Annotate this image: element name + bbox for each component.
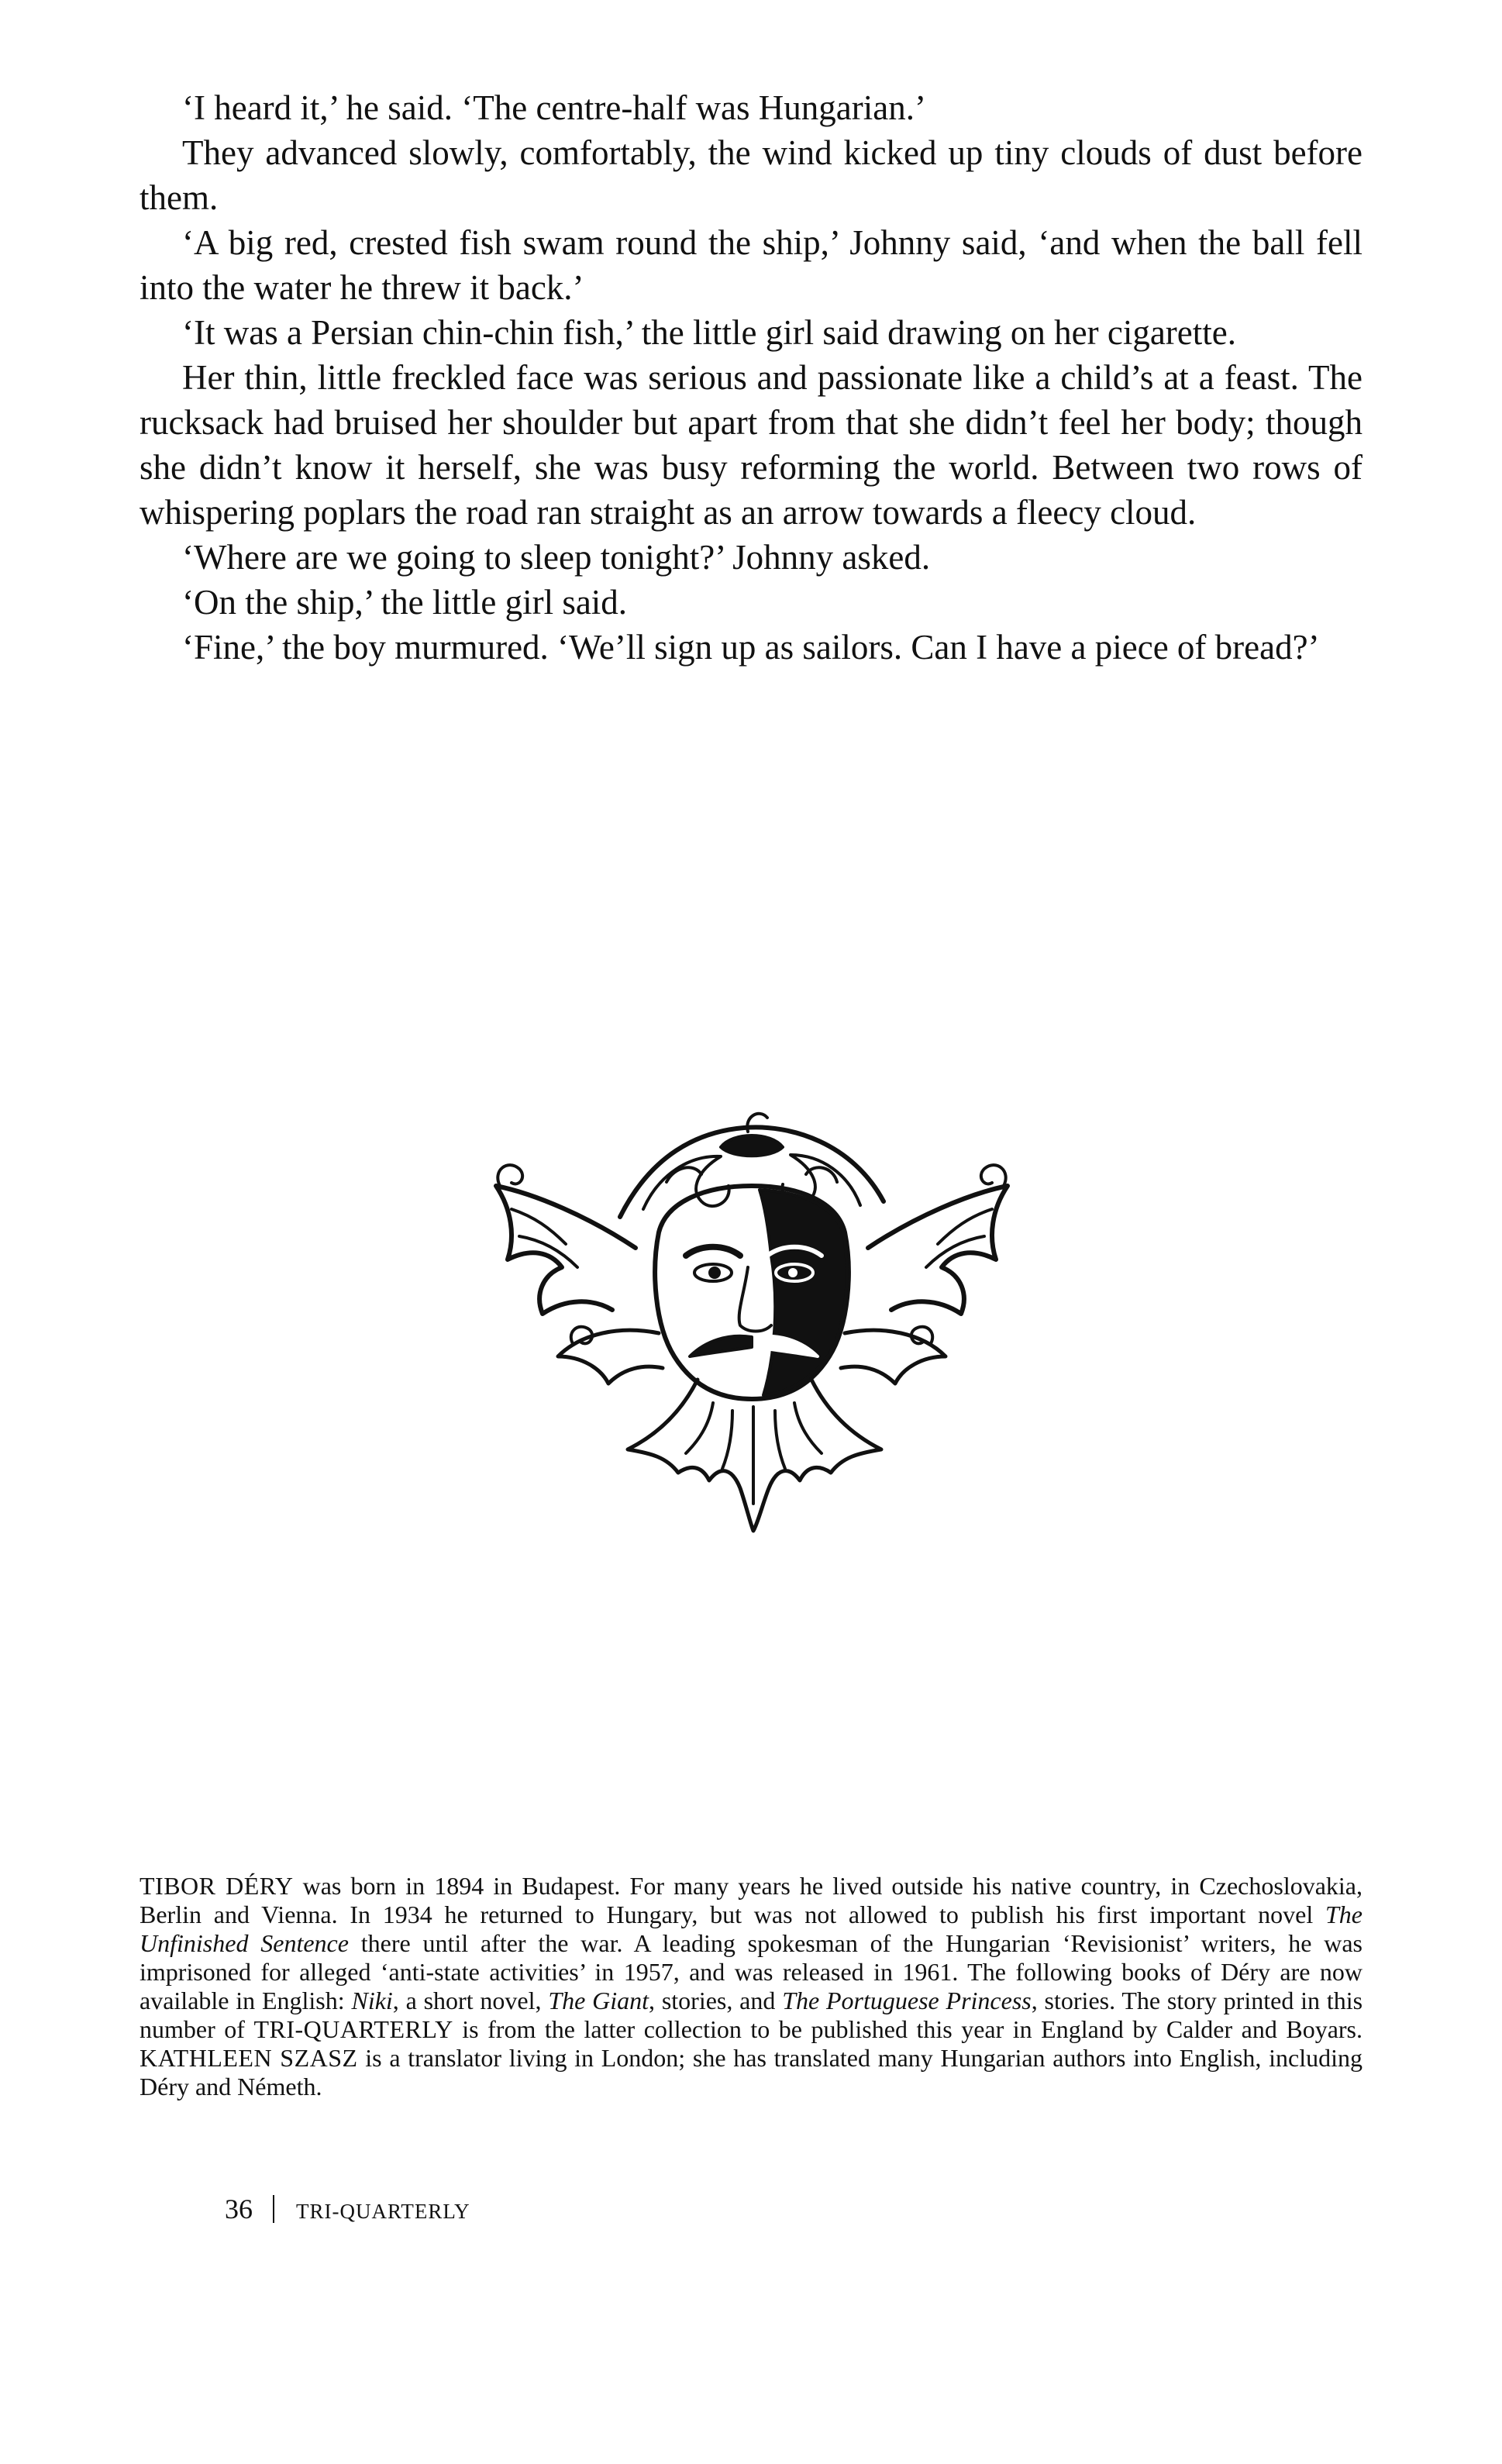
note-segment: The Portuguese Princess [782, 1987, 1032, 2014]
note-segment: TRI-QUARTERLY [253, 2015, 453, 2043]
note-segment: KATHLEEN SZASZ [140, 2044, 358, 2072]
story-paragraph: ‘Where are we going to sleep tonight?’ Johnny asked. [182, 538, 931, 577]
contributors-note-text [140, 1872, 1362, 2101]
journal-name: TRI-QUARTERLY [296, 2200, 470, 2223]
note-segment: TIBOR DÉRY [140, 1872, 294, 1900]
story-paragraph: ‘It was a Persian chin-chin fish,’ the little girl said drawing on her cigarette. [182, 313, 1236, 352]
page-footer [225, 2192, 470, 2228]
page-number: 36 [225, 2193, 253, 2224]
grotesque-mask-icon [465, 1101, 1039, 1535]
note-segment: , stories, and [649, 1987, 783, 2014]
story-paragraph: ‘A big red, crested fish swam round the ship,’ Johnny said, ‘and when the ball fell into the water he threw it back.’ [140, 223, 1362, 307]
note-segment: there until after the war. A leading spokesman of the Hungarian ‘Revisionist’ writers, he was imprisoned for alleged ‘anti-state activities’ in 1957, and was released in 1961. The following books of Déry are now available in English: [140, 1929, 1363, 2014]
footer-divider [273, 2195, 274, 2223]
story-paragraph: ‘I heard it,’ he said. ‘The centre-half was Hungarian.’ [182, 88, 926, 127]
note-segment: is from the latter collection to be published this year in England by Calder and Boyars. [453, 2015, 1363, 2043]
note-segment: was born in 1894 in Budapest. For many years he lived outside his native country, in Czechoslovakia, Berlin and Vienna. In 1934 he returned to Hungary, but was not allowed to publish his first important novel [140, 1872, 1363, 1928]
note-segment: Niki [351, 1987, 393, 2014]
note-segment: , stories. The story printed in this number of [140, 1987, 1363, 2043]
story-paragraph: ‘On the ship,’ the little girl said. [182, 583, 628, 622]
story-text [140, 85, 1362, 670]
note-segment: is a translator living in London; she has translated many Hungarian authors into English, including Déry and Németh. [140, 2044, 1363, 2100]
story-paragraph: They advanced slowly, comfortably, the wind kicked up tiny clouds of dust before them. [140, 133, 1362, 217]
note-segment: The Giant [548, 1987, 649, 2014]
story-paragraph: ‘Fine,’ the boy murmured. ‘We’ll sign up as sailors. Can I have a piece of bread?’ [182, 628, 1320, 667]
note-segment: , a short novel, [392, 1987, 549, 2014]
note-segment: The Unfinished Sentence [140, 1901, 1362, 1957]
contributors-note [140, 1872, 1362, 2101]
story-paragraph: Her thin, little freckled face was serious and passionate like a child’s at a feast. The rucksack had bruised her shoulder but apart from that she didn’t feel her body; though she didn’t know it herself, she was busy reforming the world. Between two rows of whispering poplars the road ran straight as an arrow towards a fleecy cloud. [140, 358, 1362, 532]
